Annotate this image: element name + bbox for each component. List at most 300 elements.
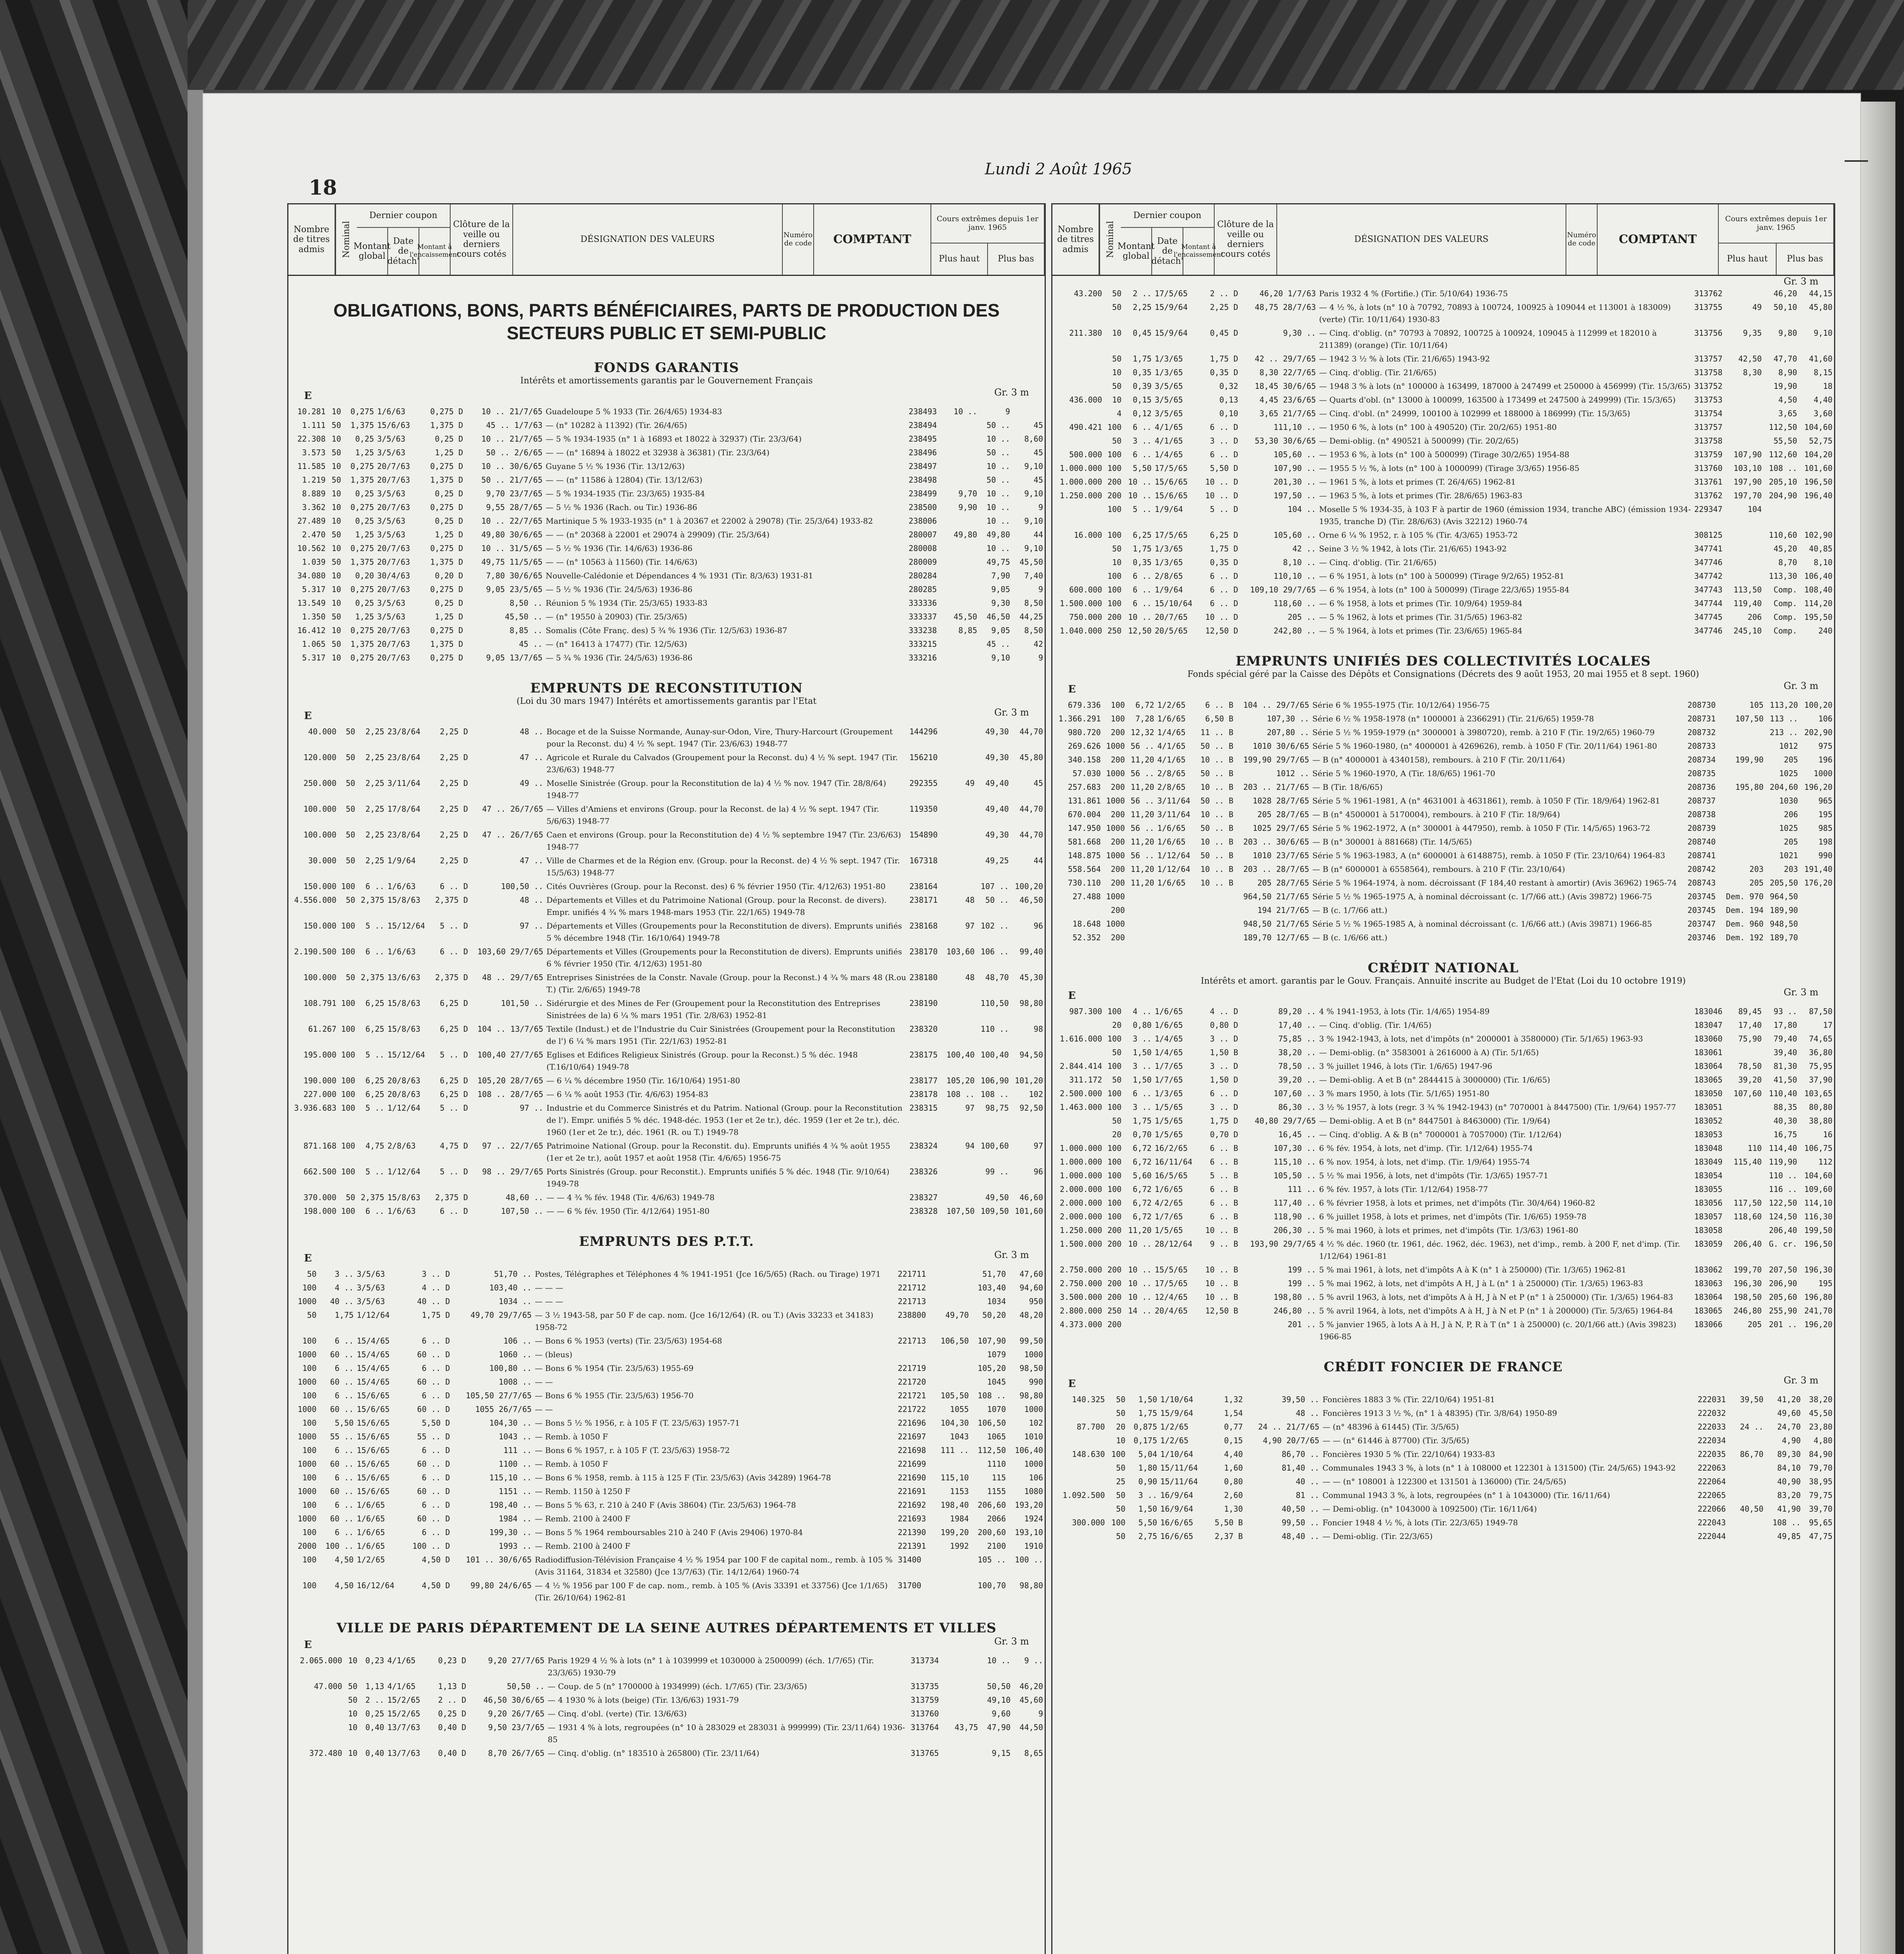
cell-montant-global: 0,175 [1133, 1436, 1157, 1446]
cell-designation: Série 5 % 1964-1974, à nom. décroissant (F 184,40 restant à amortir) (Avis 36962) 1965-74 [1312, 878, 1677, 888]
cell-plus-bas: 1910 [1024, 1541, 1043, 1551]
cell-plus-bas [1012, 405, 1045, 419]
cell-date-detach: 16/6/65 [1160, 1532, 1194, 1541]
cell-designation: Moselle 5 % 1934-35, à 103 F à partir de 1960 (émission 1934, tranche ABC) (émission 1934-1935, tranche D) (Tir. 28/6/63) (Avis 32212) 1960-74 [1319, 505, 1691, 526]
cell-montant-global: 11,20 [1131, 864, 1154, 874]
cell-comptant [946, 542, 979, 555]
table-row [1052, 528, 1834, 542]
cell-nominal: 50 [1112, 354, 1122, 363]
cell-designation: Radiodiffusion-Télévision Française 4 ½ % 1954 par 100 F de capital nom., remb. à 105 % (Avis 31164, 31834 et 32580) (Jce 13/7/63) (Tir. 14/12/64) 1960-74 [535, 1555, 893, 1577]
cell-designation: 6 % février 1958, à lots et primes, net d'impôts (Tir. 30/4/64) 1960-82 [1319, 1198, 1595, 1208]
cell-cloture: 48 .. [519, 895, 544, 905]
cell-plus-haut: 1025 [1779, 768, 1798, 778]
cell-plus-bas: 98,50 [1019, 1364, 1043, 1373]
cell-date-detach: 1/9/64 [387, 856, 416, 866]
cell-nominal: 50 [1112, 1116, 1122, 1126]
cell-designation: — 6 % 1951, à lots (n° 100 à 500099) (Tirage 9/2/65) 1952-81 [1319, 571, 1565, 581]
cell-nominal: 50 [331, 557, 341, 567]
cell-code: 222032 [1697, 1408, 1726, 1418]
cell-code: 183051 [1694, 1102, 1723, 1112]
cell-montant-encaissement: 6 .. D [440, 947, 468, 957]
header-code: Numéro de code [1566, 204, 1598, 275]
cell-plus-bas: 96 [1033, 921, 1043, 931]
cell-titres-admis: 34.080 [297, 571, 326, 580]
cell-code: 333336 [909, 598, 937, 608]
cell-plus-bas: 46,50 [1019, 895, 1043, 905]
cell-comptant [946, 583, 979, 596]
cell-titres-admis: 372.480 [309, 1748, 342, 1758]
cell-comptant: 118,60 [1733, 1212, 1762, 1222]
cell-montant-global: 5 .. [365, 1050, 385, 1060]
cell-montant-global: 0,25 [355, 434, 374, 444]
cell-designation: 4 % 1941-1953, à lots (Tir. 1/4/65) 1954-89 [1319, 1007, 1490, 1016]
cell-plus-bas: 44,70 [1019, 804, 1043, 814]
cell-plus-bas: 74,65 [1809, 1034, 1832, 1044]
cell-cloture: 49,75 11/5/65 [481, 557, 543, 567]
cell-nominal: 50 [331, 639, 341, 649]
cell-date-detach: 15/2/65 [387, 1695, 421, 1705]
cell-plus-bas: 95,65 [1809, 1518, 1832, 1528]
cell-plus-haut: 1045 [987, 1377, 1006, 1387]
cell-plus-bas [1800, 890, 1834, 904]
cell-plus-bas: 241,70 [1804, 1306, 1832, 1316]
cell-code: 238495 [909, 434, 937, 444]
cell-cloture: 4,90 20/7/65 [1263, 1436, 1319, 1446]
cell-cloture: 107,50 .. [501, 1206, 544, 1216]
cell-montant-global: 5 .. [365, 921, 385, 931]
cell-designation: Série 5 ½ % 1959-1979 (n° 3000001 à 3980720), remb. à 210 F (Tir. 19/2/65) 1960-79 [1312, 727, 1655, 737]
cell-designation: — 1955 5 ½ %, à lots (n° 100 à 1000099) (Tirage 3/3/65) 1956-85 [1319, 463, 1580, 473]
cell-date-detach: 20/4/65 [1154, 1306, 1188, 1316]
cell-code: 222066 [1697, 1504, 1726, 1514]
cell-montant-encaissement: 1,75 D [1210, 544, 1238, 553]
cell-code: 222064 [1697, 1477, 1726, 1487]
cell-date-detach: 2/8/65 [1157, 782, 1186, 792]
cell-plus-bas: 44,70 [1019, 727, 1043, 737]
cell-montant-encaissement: 1,75 D [1210, 354, 1238, 363]
cell-nominal: 1000 [297, 1487, 317, 1496]
cell-plus-haut: 1065 [987, 1432, 1006, 1442]
cell-montant-encaissement: 0,23 D [438, 1656, 467, 1666]
cell-code: 221692 [898, 1500, 926, 1510]
table-row [1052, 1128, 1834, 1142]
cell-comptant: 86,70 [1740, 1449, 1764, 1459]
cell-date-detach: 1/3/65 [1154, 558, 1183, 567]
cell-date-detach: 1/4/65 [1157, 727, 1186, 737]
cell-plus-haut: 116 .. [1769, 1185, 1797, 1194]
cell-titres-admis: 43.200 [1074, 289, 1102, 298]
cell-designation: — Demi-oblig. (n° 3583001 à 2616000 à A) (Tir. 5/1/65) [1319, 1048, 1539, 1058]
cell-montant-encaissement [1199, 1318, 1240, 1344]
cell-plus-haut: 46,50 [986, 612, 1010, 621]
cell-cloture: 40,80 29/7/65 [1254, 1116, 1316, 1126]
cell-plus-bas: 950 [1029, 1297, 1043, 1306]
cell-nominal: 10 [331, 543, 341, 553]
group-label: Gr. 3 m [994, 1636, 1029, 1647]
cell-titres-admis: 2.800.000 [1059, 1306, 1102, 1316]
cell-comptant [1720, 767, 1765, 780]
cell-code: 203745 [1687, 905, 1716, 915]
cell-plus-bas: 40,85 [1809, 544, 1832, 553]
cell-titres-admis: 558.564 [1068, 864, 1101, 874]
cell-nominal: 2000 [297, 1541, 317, 1551]
cell-designation: Série 6 % 1955-1975 (Tir. 10/12/64) 1956-75 [1312, 700, 1490, 710]
cell-nominal: 100 [1111, 714, 1125, 723]
cell-titres-admis: 1.500.000 [1059, 599, 1102, 608]
cell-plus-bas: 196,30 [1804, 1265, 1832, 1275]
cell-comptant [1728, 1046, 1763, 1059]
cell-cloture: 98 .. 29/7/65 [482, 1167, 544, 1177]
cell-comptant [1733, 1516, 1765, 1530]
cell-montant-global: 0,275 [350, 653, 374, 662]
cell-montant-global: 3 .. [1133, 1034, 1152, 1044]
cell-montant-encaissement: 4,40 [1224, 1449, 1243, 1459]
cell-code: 221698 [898, 1446, 926, 1455]
cell-montant-encaissement: 6 .. D [1210, 450, 1238, 459]
cell-comptant: 110 [1747, 1143, 1762, 1153]
cell-code: 183064 [1694, 1292, 1723, 1302]
cell-montant-global: 5,50 [335, 1418, 354, 1428]
cell-cloture: 99,50 .. [1281, 1518, 1319, 1528]
cell-date-detach: 15/9/64 [1154, 302, 1188, 312]
cell-montant-global: 40 .. [330, 1297, 354, 1306]
cell-plus-haut: 49,30 [985, 753, 1009, 762]
cell-nominal: 100 [341, 921, 355, 931]
cell-titres-admis [1052, 1434, 1106, 1448]
group-label: Gr. 3 m [994, 1249, 1029, 1261]
cell-code: 31400 [898, 1555, 922, 1565]
cell-date-detach: 12/4/65 [1154, 1292, 1188, 1302]
cell-date-detach: 4/1/65 [1154, 436, 1183, 446]
cell-plus-haut: 205,60 [1769, 1292, 1797, 1302]
cell-code: 183056 [1694, 1198, 1723, 1208]
cell-montant-encaissement: 6 .. B [1210, 1185, 1238, 1194]
cell-montant-encaissement: 0,25 D [435, 598, 463, 608]
cell-date-detach: 3/11/64 [1157, 796, 1190, 805]
cell-plus-haut: 49,80 [986, 530, 1010, 539]
cell-code: 208741 [1687, 850, 1716, 860]
cell-plus-bas: 44,25 [1019, 612, 1043, 621]
header-code: Numéro de code [783, 204, 814, 275]
table-row [1052, 767, 1834, 780]
cell-plus-haut: 10 .. [986, 461, 1010, 471]
cell-nominal: 1000 [1106, 919, 1125, 929]
cell-plus-haut: 40,30 [1773, 1116, 1797, 1126]
cell-designation: — Demi-oblig. (n° 1043000 à 1092500) (Tir. 16/11/64) [1322, 1504, 1537, 1514]
cell-montant-encaissement: 6 .. D [440, 1206, 468, 1216]
cell-plus-haut: 964,50 [1770, 891, 1798, 901]
cell-montant-global: 2,25 [365, 778, 385, 788]
cell-plus-bas: 44,70 [1019, 830, 1043, 840]
cell-nominal: 100 [1107, 1212, 1122, 1222]
cell-titres-admis [288, 1526, 292, 1539]
cell-nominal: 100 [302, 1418, 317, 1428]
cell-montant-global: 4,50 [335, 1555, 354, 1565]
cell-cloture: 9,30 .. [1283, 328, 1316, 338]
cell-comptant [947, 1680, 980, 1693]
cell-cloture: 39,50 .. [1281, 1395, 1319, 1405]
cell-date-detach: 15/8/63 [387, 998, 421, 1008]
cell-designation: — (n° 48396 à 61445) (Tir. 3/5/65) [1322, 1422, 1459, 1432]
cell-plus-bas: 965 [1818, 796, 1832, 805]
cell-comptant [933, 1295, 970, 1308]
cell-designation: Série 6 ½ % 1958-1978 (n° 1000001 à 2366291) (Tir. 21/6/65) 1959-78 [1312, 714, 1594, 723]
cell-plus-bas: 193,20 [1015, 1500, 1043, 1510]
cell-date-detach: 1/6/65 [356, 1541, 385, 1551]
cell-designation: Caen et environs (Group. pour la Reconstitution de) 4 ½ % septembre 1947 (Tir. 23/6/63) 1948-77 [546, 830, 901, 852]
cell-code: 183053 [1694, 1130, 1723, 1140]
cell-cloture: 81,40 .. [1281, 1463, 1319, 1473]
cell-designation: — — (n° 20368 à 22001 et 29074 à 29909) (Tir. 25/3/64) [546, 530, 770, 539]
cell-nominal: 10 [348, 1723, 358, 1732]
table-row [288, 1088, 1045, 1101]
cell-titres-admis [288, 1721, 344, 1746]
cell-code: 208736 [1687, 782, 1716, 792]
cell-date-detach: 30/4/63 [377, 571, 410, 580]
cell-cloture: 1010 30/6/65 [1253, 741, 1309, 751]
cell-titres-admis: 227.000 [303, 1090, 336, 1099]
cell-designation: — Bons 6 % 1955 (Tir. 23/5/63) 1956-70 [535, 1391, 694, 1401]
listing-section [1052, 960, 1834, 1344]
cell-titres-admis [288, 1471, 292, 1485]
cell-plus-haut: 204,90 [1769, 491, 1797, 500]
cell-nominal: 25 [1116, 1477, 1126, 1487]
cell-date-detach: 3/5/63 [377, 434, 406, 444]
cell-titres-admis: 5.317 [302, 653, 326, 662]
table-row [288, 1416, 1045, 1430]
cell-nominal: 1000 [297, 1459, 317, 1469]
cell-code: 183048 [1694, 1143, 1723, 1153]
cell-nominal: 50 [1112, 381, 1122, 391]
cell-nominal: 100 [341, 998, 355, 1008]
cell-nominal: 100 [341, 947, 355, 957]
cell-plus-bas: 8,65 [1024, 1748, 1043, 1758]
table-row [288, 446, 1045, 460]
cell-date-detach: 13/6/63 [387, 973, 421, 982]
table-row [288, 725, 1045, 751]
cell-montant-encaissement: 0,13 [1219, 395, 1238, 404]
cell-titres-admis: 10.281 [297, 406, 326, 416]
cell-comptant [933, 1362, 970, 1375]
cell-code: 222063 [1697, 1463, 1726, 1473]
cell-nominal: 50 [345, 856, 355, 866]
cell-montant-encaissement: 5 .. D [440, 921, 468, 931]
cell-designation: — 5 % 1934-1935 (n° 1 à 16893 et 18022 à 32937) (Tir. 23/3/64) [546, 434, 802, 444]
cell-montant-global: 1,75 [1133, 354, 1152, 363]
cell-cloture: 115,10 .. [489, 1473, 532, 1483]
cell-code: 208738 [1687, 809, 1716, 819]
table-row [1052, 421, 1834, 434]
cell-comptant: 107,50 [1735, 714, 1764, 723]
cell-titres-admis [288, 1498, 292, 1512]
cell-code: 183046 [1694, 1007, 1723, 1016]
cell-montant-encaissement: 0,35 D [1210, 558, 1238, 567]
header-cloture: Clôture de la veille ou derniers cours cotés [451, 204, 513, 275]
cell-nominal: 100 [1107, 463, 1122, 473]
cell-cloture: 8,50 .. [509, 598, 543, 608]
cell-comptant: 105,50 [940, 1391, 969, 1401]
cell-plus-bas: 106,75 [1804, 1143, 1832, 1153]
cell-designation: — (bleus) [535, 1350, 573, 1360]
cell-montant-global: 5,60 [1133, 1171, 1152, 1181]
cell-nominal: 50 [331, 530, 341, 539]
cell-code: 183063 [1694, 1279, 1723, 1288]
cell-montant-encaissement: 4,50 D [422, 1581, 450, 1591]
cell-designation: 3 % 1942-1943, à lots, net d'impôts (n° 2000001 à 3580000) (Tir. 5/1/65) 1963-93 [1319, 1034, 1643, 1044]
cell-nominal: 1000 [297, 1350, 317, 1360]
cell-code: 222033 [1697, 1422, 1726, 1432]
cell-designation: — Cinq. d'oblig. (n° 183510 à 265800) (Tir. 23/11/64) [548, 1748, 760, 1758]
cell-cloture: 9,70 23/7/65 [486, 488, 543, 498]
cell-code: 222034 [1697, 1436, 1726, 1446]
cell-cloture: 107,90 .. [1273, 463, 1316, 473]
cell-plus-haut: 49,60 [1777, 1408, 1801, 1418]
cell-titres-admis: 47.000 [314, 1682, 342, 1691]
listing-table [288, 725, 1045, 1218]
cell-montant-global: 5 .. [1133, 505, 1152, 514]
cell-designation: Série 5 ½ % 1965-1975 A, à nominal décroissant (c. 1/7/66 att.) (Avis 39872) 1966-75 [1312, 891, 1652, 901]
table-row [1052, 301, 1834, 326]
cell-montant-encaissement: 2,60 [1224, 1491, 1243, 1500]
cell-code: 183055 [1694, 1185, 1723, 1194]
cell-date-detach: 1/5/65 [1154, 1226, 1183, 1235]
cell-montant-global: 60 .. [330, 1514, 354, 1524]
cell-nominal: 1000 [297, 1514, 317, 1524]
cell-cloture: 48,40 .. [1281, 1532, 1319, 1541]
cell-nominal: 100 [1107, 422, 1122, 432]
table-row [288, 1430, 1045, 1444]
table-row [288, 880, 1045, 893]
table-row [1052, 1087, 1834, 1100]
cell-titres-admis: 10.562 [297, 543, 326, 553]
cell-plus-bas [1800, 904, 1834, 917]
cell-cloture: 111,10 .. [1273, 422, 1316, 432]
cell-titres-admis [1052, 1406, 1106, 1420]
left-listing-column [287, 203, 1046, 1954]
table-row [288, 1074, 1045, 1088]
section-subtitle: Intérêts et amortissements garantis par le Gouvernement Français [520, 376, 813, 386]
cell-montant-global: 3 .. [1138, 1491, 1157, 1500]
cell-plus-bas: 1080 [1024, 1487, 1043, 1496]
cell-cloture: 106 .. [503, 1336, 532, 1346]
cell-designation: Série 5 % 1960-1980, (n° 4000001 à 4269626), remb. à 1050 F (Tir. 20/11/64) 1961-80 [1312, 741, 1657, 751]
table-row [288, 1281, 1045, 1295]
cell-nominal: 50 [348, 1695, 358, 1705]
cell-montant-encaissement: 0,40 D [438, 1748, 467, 1758]
cell-date-detach: 20/7/63 [377, 475, 410, 485]
cell-titres-admis: 108.791 [303, 998, 336, 1008]
cell-plus-bas: 112 [1818, 1157, 1832, 1167]
cell-titres-admis: 22.308 [297, 434, 326, 444]
cell-plus-bas: 7,40 [1024, 571, 1043, 580]
cell-designation: — Demi-oblig. (Tir. 22/3/65) [1322, 1532, 1433, 1541]
cell-titres-admis [288, 1579, 292, 1605]
cell-designation: — 6 ¼ % août 1953 (Tir. 4/6/63) 1954-83 [546, 1090, 709, 1099]
cell-plus-bas: 80,80 [1809, 1102, 1832, 1112]
section-subtitle: (Loi du 30 mars 1947) Intérêts et amortissements garantis par l'Etat [516, 696, 817, 706]
cell-date-detach: 17/8/64 [387, 804, 421, 814]
cell-nominal: 100 [341, 1103, 355, 1113]
cell-code: 238171 [909, 895, 938, 905]
cell-designation: Foncières 1930 5 % (Tir. 22/10/64) 1933-83 [1322, 1449, 1495, 1459]
cell-nominal: 10 [348, 1748, 358, 1758]
cell-plus-haut: 49,75 [986, 557, 1010, 567]
cell-plus-haut: 84,10 [1777, 1463, 1801, 1473]
cell-comptant [1733, 1461, 1765, 1475]
section-subtitle: Fonds spécial géré par la Caisse des Dépôts et Consignations (Décrets des 9 août 1953, 20 mai 1955 et 8 sept. 1960) [1187, 669, 1699, 679]
cell-montant-global [1126, 931, 1156, 945]
cell-titres-admis: 370.000 [303, 1193, 336, 1202]
cell-montant-global: 1,75 [335, 1310, 354, 1320]
cell-designation: Eglises et Edifices Religieux Sinistrés (Group. pour la Reconst.) 5 % déc. 1948 (T.16/10/64) 1949-78 [546, 1050, 858, 1072]
cell-montant-global: 6,72 [1133, 1157, 1152, 1167]
cell-montant-encaissement: 60 .. D [417, 1487, 450, 1496]
cell-date-detach: 1/6/63 [387, 947, 416, 957]
cell-designation: — 1931 4 % à lots, regroupées (n° 10 à 283029 et 283031 à 999999) (Tir. 23/11/64) 1936-85 [548, 1723, 905, 1745]
cell-montant-global: 4 .. [335, 1283, 354, 1293]
cell-designation: — 5 % 1964, à lots et primes (Tir. 23/6/65) 1965-84 [1319, 626, 1523, 635]
cell-montant-encaissement: 6 .. D [422, 1528, 450, 1537]
cell-code: 221699 [898, 1459, 926, 1469]
cell-comptant: Dem. 970 [1726, 891, 1764, 901]
cell-plus-haut: Comp. [1773, 612, 1797, 622]
cell-designation: Postes, Télégraphes et Téléphones 4 % 1941-1951 (Jce 16/5/65) (Rach. ou Tirage) 1971 [535, 1269, 881, 1279]
cell-nominal: 100 [1111, 700, 1125, 710]
cell-comptant: 9,35 [1743, 328, 1762, 338]
cell-plus-haut: 79,40 [1773, 1034, 1797, 1044]
cell-designation: Paris 1929 4 ½ % à lots (n° 1 à 1039999 et 1030000 à 2500099) (éch. 1/7/65) (Tir. 23/3/65) 1930-79 [548, 1656, 874, 1678]
cell-cloture: 1028 28/7/65 [1253, 796, 1309, 805]
cell-designation: Agricole et Rurale du Calvados (Groupement pour la Reconst. du) 4 ½ % sept. 1947 (Tir. 23/6/63) 1948-77 [546, 753, 898, 775]
cell-plus-haut: 1021 [1779, 850, 1798, 860]
cell-date-detach: 1/6/65 [1154, 1185, 1183, 1194]
cell-titres-admis: 1.616.000 [1059, 1034, 1102, 1044]
cell-montant-global: 0,35 [1133, 368, 1152, 377]
cell-cloture: 101 .. 30/6/65 [465, 1555, 532, 1565]
cell-comptant: 113,50 [1733, 585, 1762, 594]
cell-nominal: 10 [331, 434, 341, 444]
cell-date-detach: 16/5/65 [1154, 1171, 1188, 1181]
cell-nominal: 50 [1112, 544, 1122, 553]
cell-date-detach: 15/6/65 [356, 1391, 390, 1401]
cell-montant-encaissement: 0,10 [1219, 409, 1238, 418]
cell-nominal: 10 [348, 1709, 358, 1719]
cell-plus-bas [1800, 917, 1834, 931]
table-row [288, 1485, 1045, 1498]
cell-code: 203747 [1687, 919, 1716, 929]
cell-titres-admis: 150.000 [303, 921, 336, 931]
header-cours-extremes: Cours extrêmes depuis 1er janv. 1965 [931, 204, 1045, 243]
cell-nominal: 10 [331, 516, 341, 526]
cell-comptant: 8,85 [958, 625, 977, 635]
cell-designation: Départements et Villes et du Patrimoine National (Group. pour la Reconst. de divers). Empr. unifiés 4 ¾ % mars 1948-mars 1953 (Tir. 22/1/65) 1949-78 [546, 895, 887, 917]
table-row [288, 1444, 1045, 1457]
cell-comptant: 111 .. [940, 1446, 969, 1455]
cell-nominal: 200 [1111, 932, 1125, 942]
cell-date-detach: 1/6/63 [377, 406, 406, 416]
cell-montant-global: 0,12 [1133, 409, 1152, 418]
cell-cloture: 103,60 29/7/65 [477, 947, 544, 957]
cell-plus-haut: 1025 [1779, 823, 1798, 833]
cell-code: 313765 [911, 1748, 939, 1758]
cell-plus-haut: 50 .. [986, 447, 1010, 457]
cell-date-detach: 28/12/64 [1154, 1239, 1193, 1249]
cell-plus-haut: Comp. [1773, 626, 1797, 635]
cell-plus-bas: 1000 [1024, 1350, 1043, 1360]
cell-cloture: 39,20 .. [1278, 1075, 1316, 1085]
cell-comptant: 49,80 [954, 530, 977, 539]
cell-comptant [942, 1191, 976, 1204]
